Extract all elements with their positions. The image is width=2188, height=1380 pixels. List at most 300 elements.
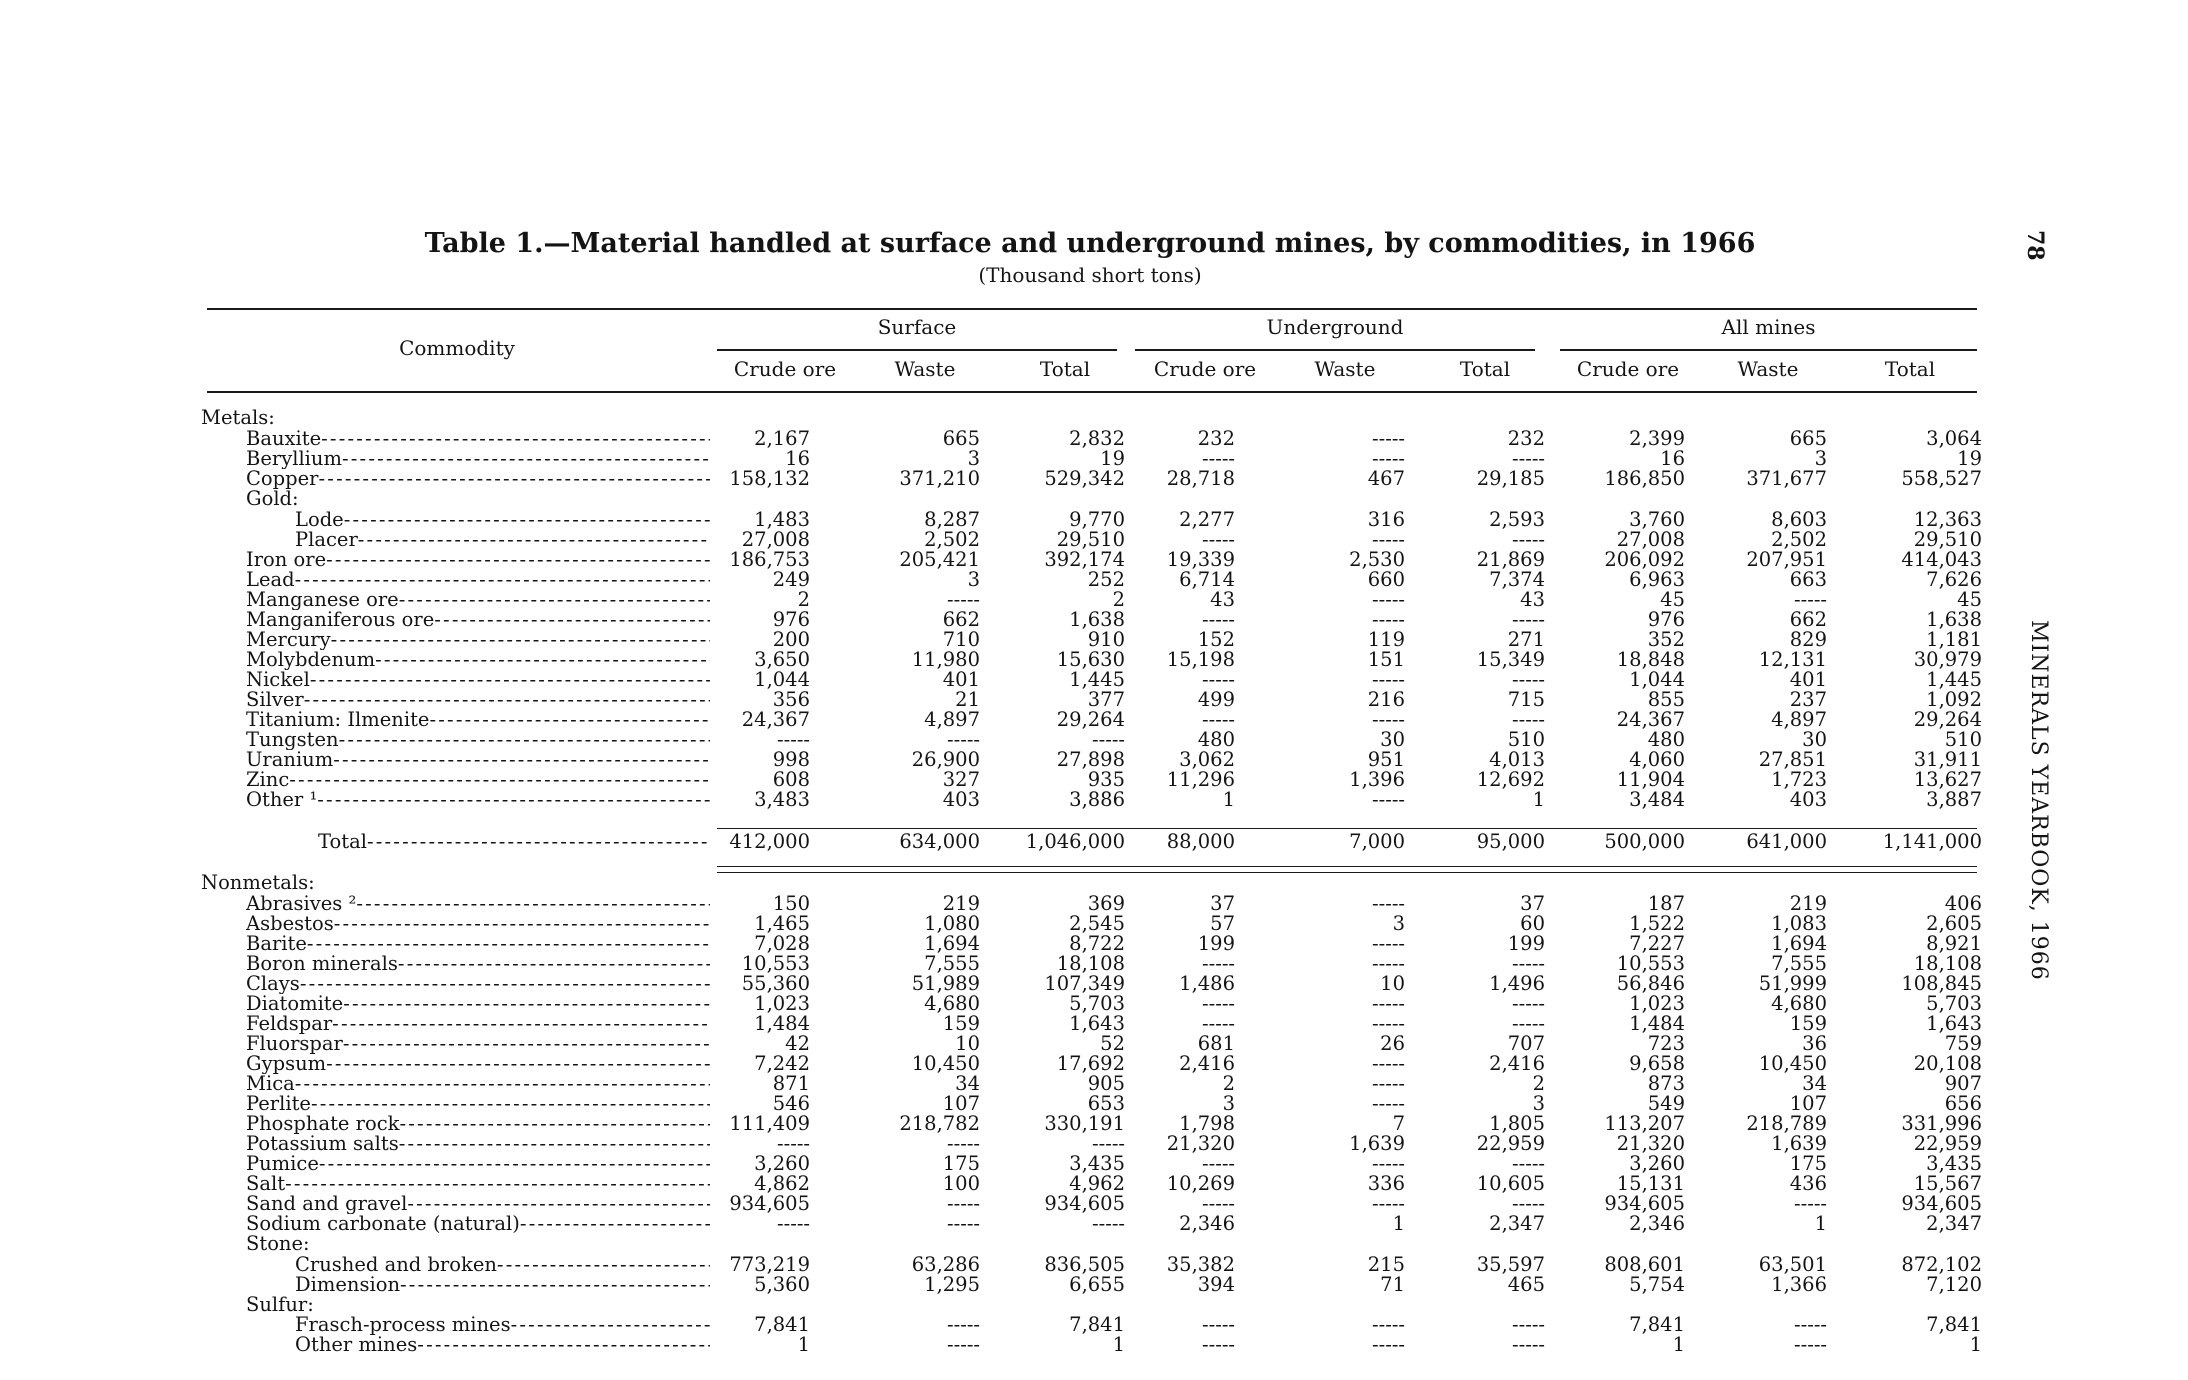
value-cell: 855 xyxy=(1647,688,1685,711)
value-cell: 252 xyxy=(1087,568,1125,591)
commodity-label: Lode - - - xyxy=(295,510,710,530)
value-cell: 976 xyxy=(1647,608,1685,631)
total-double-rule-2 xyxy=(717,872,1977,873)
value-cell: 369 xyxy=(1087,892,1125,915)
value-cell: 934,605 xyxy=(1044,1192,1125,1215)
value-cell: 158,132 xyxy=(729,467,810,490)
value-cell: ----- xyxy=(1794,1192,1827,1215)
value-cell: 665 xyxy=(1789,427,1827,450)
value-cell: ----- xyxy=(1372,1192,1405,1215)
value-cell: 2 xyxy=(1532,1072,1545,1095)
commodity-label: Gold: xyxy=(246,489,299,509)
value-cell: ----- xyxy=(1092,1132,1125,1155)
page-number: 78 xyxy=(2022,230,2048,261)
commodity-label: Crushed and broken - - - xyxy=(295,1255,710,1275)
commodity-label: Dimension - - - xyxy=(295,1275,710,1295)
value-cell: 37 xyxy=(1520,892,1545,915)
value-cell: ----- xyxy=(1202,1152,1235,1175)
value-cell: 56,846 xyxy=(1616,972,1685,995)
value-cell: 660 xyxy=(1367,568,1405,591)
value-cell: 29,510 xyxy=(1913,528,1982,551)
value-cell: 1,083 xyxy=(1771,912,1827,935)
value-cell: 1 xyxy=(797,1333,810,1356)
value-cell: ----- xyxy=(947,1212,980,1235)
value-cell: 19 xyxy=(1100,447,1125,470)
value-cell: 31,911 xyxy=(1913,748,1982,771)
value-cell: 759 xyxy=(1944,1032,1982,1055)
value-cell: 15,567 xyxy=(1913,1172,1982,1195)
column-header: Total xyxy=(1459,357,1511,381)
value-cell: ----- xyxy=(1512,1152,1545,1175)
value-cell: 1,366 xyxy=(1771,1273,1827,1296)
value-cell: ----- xyxy=(1092,728,1125,751)
surface-group-rule xyxy=(717,349,1117,351)
value-cell: 63,286 xyxy=(911,1253,980,1276)
underground-group-rule xyxy=(1135,349,1535,351)
value-cell: 2,605 xyxy=(1926,912,1982,935)
commodity-label: Other mines - - - xyxy=(295,1335,710,1355)
value-cell: 976 xyxy=(772,608,810,631)
value-cell: 18,108 xyxy=(1913,952,1982,975)
value-cell: ----- xyxy=(1372,1052,1405,1075)
value-cell: 7,841 xyxy=(754,1313,810,1336)
group-header-surface: Surface xyxy=(877,315,957,339)
value-cell: 45 xyxy=(1660,588,1685,611)
value-cell: 11,296 xyxy=(1166,768,1235,791)
value-cell: 18,108 xyxy=(1056,952,1125,975)
value-cell: ----- xyxy=(1512,1313,1545,1336)
value-cell: ----- xyxy=(1794,1313,1827,1336)
value-cell: 7,555 xyxy=(1771,952,1827,975)
value-cell: 7,028 xyxy=(754,932,810,955)
commodity-label: Nonmetals: xyxy=(201,873,315,893)
value-cell: 2 xyxy=(797,588,810,611)
value-cell: 9,770 xyxy=(1069,508,1125,531)
value-cell: 159 xyxy=(942,1012,980,1035)
value-cell: 1,522 xyxy=(1629,912,1685,935)
value-cell: 4,897 xyxy=(924,708,980,731)
value-cell: 219 xyxy=(942,892,980,915)
value-cell: 1,295 xyxy=(924,1273,980,1296)
commodity-label: Iron ore - - - xyxy=(246,550,710,570)
value-cell: 20,108 xyxy=(1913,1052,1982,1075)
value-cell: ----- xyxy=(1512,447,1545,470)
value-cell: 10,450 xyxy=(911,1052,980,1075)
value-cell: 19 xyxy=(1957,447,1982,470)
value-cell: 7,841 xyxy=(1926,1313,1982,1336)
value-cell: 392,174 xyxy=(1044,548,1125,571)
value-cell: ----- xyxy=(1512,1333,1545,1356)
value-cell: ----- xyxy=(1372,788,1405,811)
commodity-label: Sand and gravel - - - xyxy=(246,1194,710,1214)
value-cell: 1 xyxy=(1672,1333,1685,1356)
value-cell: 403 xyxy=(942,788,980,811)
value-cell: 11,904 xyxy=(1616,768,1685,791)
value-cell: 12,692 xyxy=(1476,768,1545,791)
value-cell: 199 xyxy=(1507,932,1545,955)
value-cell: 773,219 xyxy=(729,1253,810,1276)
value-cell: 12,363 xyxy=(1913,508,1982,531)
value-cell: 35,382 xyxy=(1166,1253,1235,1276)
value-cell: 1,486 xyxy=(1179,972,1235,995)
value-cell: 1,643 xyxy=(1069,1012,1125,1035)
value-cell: ----- xyxy=(777,1212,810,1235)
value-cell: 356 xyxy=(772,688,810,711)
value-cell: 465 xyxy=(1507,1273,1545,1296)
value-cell: 5,360 xyxy=(754,1273,810,1296)
commodity-label: Boron minerals - - - xyxy=(246,954,710,974)
value-cell: 24,367 xyxy=(1616,708,1685,731)
value-cell: 26 xyxy=(1380,1032,1405,1055)
value-cell: 22,959 xyxy=(1913,1132,1982,1155)
value-cell: 1,496 xyxy=(1489,972,1545,995)
value-cell: 42 xyxy=(785,1032,810,1055)
value-cell: 412,000 xyxy=(729,830,810,853)
value-cell: 1,445 xyxy=(1069,668,1125,691)
value-cell: 406 xyxy=(1944,892,1982,915)
value-cell: 1,445 xyxy=(1926,668,1982,691)
value-cell: 2,416 xyxy=(1179,1052,1235,1075)
value-cell: 656 xyxy=(1944,1092,1982,1115)
value-cell: ----- xyxy=(1372,1092,1405,1115)
value-cell: 107 xyxy=(1789,1092,1827,1115)
value-cell: 27,898 xyxy=(1056,748,1125,771)
table-subtitle: (Thousand short tons) xyxy=(978,263,1202,287)
value-cell: 7,841 xyxy=(1069,1313,1125,1336)
value-cell: 35,597 xyxy=(1476,1253,1545,1276)
value-cell: 57 xyxy=(1210,912,1235,935)
value-cell: 113,207 xyxy=(1604,1112,1685,1135)
value-cell: 2,502 xyxy=(1771,528,1827,551)
commodity-label: Total - - - xyxy=(318,832,710,852)
commodity-label: Mercury - - - xyxy=(246,630,710,650)
value-cell: 18,848 xyxy=(1616,648,1685,671)
commodity-label: Barite - - - xyxy=(246,934,710,954)
value-cell: 3,435 xyxy=(1069,1152,1125,1175)
value-cell: 529,342 xyxy=(1044,467,1125,490)
commodity-label: Titanium: Ilmenite - - - xyxy=(246,710,710,730)
value-cell: 665 xyxy=(942,427,980,450)
value-cell: 500,000 xyxy=(1604,830,1685,853)
value-cell: 186,753 xyxy=(729,548,810,571)
value-cell: 641,000 xyxy=(1746,830,1827,853)
commodity-label: Placer - - - xyxy=(295,530,710,550)
value-cell: ----- xyxy=(1512,1012,1545,1035)
value-cell: 10,553 xyxy=(1616,952,1685,975)
commodity-label: Bauxite - - - xyxy=(246,429,710,449)
value-cell: 107 xyxy=(942,1092,980,1115)
value-cell: 934,605 xyxy=(1901,1192,1982,1215)
value-cell: ----- xyxy=(1372,708,1405,731)
value-cell: 237 xyxy=(1789,688,1827,711)
value-cell: 1,141,000 xyxy=(1882,830,1982,853)
value-cell: 24,367 xyxy=(741,708,810,731)
commodity-label: Mica - - - xyxy=(246,1074,710,1094)
value-cell: 546 xyxy=(772,1092,810,1115)
value-cell: 7,120 xyxy=(1926,1273,1982,1296)
value-cell: 653 xyxy=(1087,1092,1125,1115)
value-cell: 1 xyxy=(1969,1333,1982,1356)
value-cell: 316 xyxy=(1367,508,1405,531)
commodity-label: Asbestos - - - xyxy=(246,914,710,934)
value-cell: 3,064 xyxy=(1926,427,1982,450)
value-cell: 7,841 xyxy=(1629,1313,1685,1336)
total-double-rule-1 xyxy=(717,866,1977,867)
value-cell: ----- xyxy=(1372,588,1405,611)
commodity-label: Sodium carbonate (natural) - - - xyxy=(246,1214,710,1234)
value-cell: 3 xyxy=(1814,447,1827,470)
header-bottom-rule xyxy=(207,391,1977,393)
value-cell: 3,760 xyxy=(1629,508,1685,531)
value-cell: 1,465 xyxy=(754,912,810,935)
value-cell: ----- xyxy=(1202,608,1235,631)
commodity-label: Feldspar - - - xyxy=(246,1014,710,1034)
value-cell: 37 xyxy=(1210,892,1235,915)
value-cell: 2,593 xyxy=(1489,508,1545,531)
value-cell: 21 xyxy=(955,688,980,711)
column-header: Crude ore xyxy=(1153,357,1257,381)
value-cell: 871 xyxy=(772,1072,810,1095)
value-cell: 199 xyxy=(1197,932,1235,955)
value-cell: 2,347 xyxy=(1489,1212,1545,1235)
value-cell: 43 xyxy=(1210,588,1235,611)
value-cell: ----- xyxy=(777,1132,810,1155)
value-cell: 1 xyxy=(1392,1212,1405,1235)
value-cell: 7,626 xyxy=(1926,568,1982,591)
value-cell: 3,886 xyxy=(1069,788,1125,811)
commodity-label: Manganese ore - - - xyxy=(246,590,710,610)
value-cell: ----- xyxy=(947,1333,980,1356)
value-cell: 4,962 xyxy=(1069,1172,1125,1195)
commodity-label: Gypsum - - - xyxy=(246,1054,710,1074)
value-cell: 1,483 xyxy=(754,508,810,531)
value-cell: 1,643 xyxy=(1926,1012,1982,1035)
value-cell: 7,227 xyxy=(1629,932,1685,955)
value-cell: 43 xyxy=(1520,588,1545,611)
commodity-label: Beryllium - - - xyxy=(246,449,710,469)
value-cell: 371,210 xyxy=(899,467,980,490)
value-cell: 11,980 xyxy=(911,648,980,671)
value-cell: 558,527 xyxy=(1901,467,1982,490)
commodity-label: Zinc - - - xyxy=(246,770,710,790)
value-cell: 7,374 xyxy=(1489,568,1545,591)
value-cell: 663 xyxy=(1789,568,1827,591)
value-cell: 30,979 xyxy=(1913,648,1982,671)
commodity-label: Frasch-process mines - - - xyxy=(295,1315,710,1335)
value-cell: 1 xyxy=(1112,1333,1125,1356)
value-cell: 873 xyxy=(1647,1072,1685,1095)
value-cell: ----- xyxy=(1202,992,1235,1015)
column-header: Crude ore xyxy=(733,357,837,381)
value-cell: 3,260 xyxy=(754,1152,810,1175)
value-cell: 8,603 xyxy=(1771,508,1827,531)
value-cell: ----- xyxy=(1202,952,1235,975)
value-cell: 63,501 xyxy=(1758,1253,1827,1276)
value-cell: ----- xyxy=(1372,892,1405,915)
value-cell: ----- xyxy=(1092,1212,1125,1235)
value-cell: 1,694 xyxy=(1771,932,1827,955)
value-cell: 10,605 xyxy=(1476,1172,1545,1195)
value-cell: 200 xyxy=(772,628,810,651)
value-cell: ----- xyxy=(1512,608,1545,631)
value-cell: 710 xyxy=(942,628,980,651)
value-cell: 715 xyxy=(1507,688,1545,711)
value-cell: 4,060 xyxy=(1629,748,1685,771)
value-cell: 1,181 xyxy=(1926,628,1982,651)
value-cell: 331,996 xyxy=(1901,1112,1982,1135)
value-cell: ----- xyxy=(1512,668,1545,691)
value-cell: 34 xyxy=(955,1072,980,1095)
column-header: Waste xyxy=(1314,357,1376,381)
value-cell: 152 xyxy=(1197,628,1235,651)
value-cell: 1,092 xyxy=(1926,688,1982,711)
value-cell: 45 xyxy=(1957,588,1982,611)
value-cell: 1,044 xyxy=(1629,668,1685,691)
commodity-label: Clays - - - xyxy=(246,974,710,994)
value-cell: 16 xyxy=(785,447,810,470)
value-cell: 662 xyxy=(1789,608,1827,631)
value-cell: 8,287 xyxy=(924,508,980,531)
value-cell: 111,409 xyxy=(729,1112,810,1135)
commodity-label: Potassium salts - - - xyxy=(246,1134,710,1154)
value-cell: 12,131 xyxy=(1758,648,1827,671)
value-cell: 29,185 xyxy=(1476,467,1545,490)
value-cell: 608 xyxy=(772,768,810,791)
value-cell: ----- xyxy=(947,1192,980,1215)
value-cell: 414,043 xyxy=(1901,548,1982,571)
value-cell: 403 xyxy=(1789,788,1827,811)
value-cell: ----- xyxy=(1794,1333,1827,1356)
value-cell: 27,008 xyxy=(741,528,810,551)
value-cell: 998 xyxy=(772,748,810,771)
value-cell: 3,650 xyxy=(754,648,810,671)
commodity-label: Salt - - - xyxy=(246,1174,710,1194)
group-header-underground: Underground xyxy=(1266,315,1404,339)
value-cell: 1,798 xyxy=(1179,1112,1235,1135)
value-cell: 2,416 xyxy=(1489,1052,1545,1075)
value-cell: ----- xyxy=(1372,1313,1405,1336)
value-cell: 3,435 xyxy=(1926,1152,1982,1175)
value-cell: 15,630 xyxy=(1056,648,1125,671)
value-cell: 2,346 xyxy=(1179,1212,1235,1235)
value-cell: 2,530 xyxy=(1349,548,1405,571)
value-cell: 26,900 xyxy=(911,748,980,771)
value-cell: 6,714 xyxy=(1179,568,1235,591)
value-cell: 15,349 xyxy=(1476,648,1545,671)
value-cell: 151 xyxy=(1367,648,1405,671)
commodity-label: Lead - - - xyxy=(246,570,710,590)
value-cell: 3,484 xyxy=(1629,788,1685,811)
value-cell: ----- xyxy=(1372,992,1405,1015)
value-cell: 2,277 xyxy=(1179,508,1235,531)
value-cell: 829 xyxy=(1789,628,1827,651)
value-cell: ----- xyxy=(1794,588,1827,611)
value-cell: 2,399 xyxy=(1629,427,1685,450)
value-cell: 175 xyxy=(1789,1152,1827,1175)
value-cell: 1,723 xyxy=(1771,768,1827,791)
value-cell: ----- xyxy=(1202,668,1235,691)
value-cell: 55,360 xyxy=(741,972,810,995)
value-cell: 2,502 xyxy=(924,528,980,551)
value-cell: 206,092 xyxy=(1604,548,1685,571)
value-cell: 159 xyxy=(1789,1012,1827,1035)
value-cell: 510 xyxy=(1507,728,1545,751)
commodity-label: Other ¹ - - - xyxy=(246,790,710,810)
value-cell: 19,339 xyxy=(1166,548,1235,571)
value-cell: ----- xyxy=(1372,528,1405,551)
value-cell: 218,782 xyxy=(899,1112,980,1135)
value-cell: 5,754 xyxy=(1629,1273,1685,1296)
value-cell: 51,999 xyxy=(1758,972,1827,995)
value-cell: 10,450 xyxy=(1758,1052,1827,1075)
value-cell: 3 xyxy=(967,447,980,470)
value-cell: 4,862 xyxy=(754,1172,810,1195)
value-cell: 150 xyxy=(772,892,810,915)
value-cell: 1,484 xyxy=(754,1012,810,1035)
value-cell: ----- xyxy=(947,1132,980,1155)
value-cell: 10 xyxy=(955,1032,980,1055)
value-cell: ----- xyxy=(1202,1012,1235,1035)
value-cell: 9,658 xyxy=(1629,1052,1685,1075)
group-header-all-mines: All mines xyxy=(1721,315,1816,339)
value-cell: ----- xyxy=(1372,608,1405,631)
value-cell: 207,951 xyxy=(1746,548,1827,571)
value-cell: 16 xyxy=(1660,447,1685,470)
value-cell: 100 xyxy=(942,1172,980,1195)
commodity-label: Stone: xyxy=(246,1234,310,1254)
value-cell: 30 xyxy=(1380,728,1405,751)
value-cell: 21,320 xyxy=(1616,1132,1685,1155)
value-cell: 215 xyxy=(1367,1253,1405,1276)
value-cell: 2,347 xyxy=(1926,1212,1982,1235)
value-cell: ----- xyxy=(1202,1192,1235,1215)
value-cell: 401 xyxy=(1789,668,1827,691)
value-cell: ----- xyxy=(1372,1072,1405,1095)
value-cell: 71 xyxy=(1380,1273,1405,1296)
value-cell: 3 xyxy=(967,568,980,591)
all-mines-group-rule xyxy=(1560,349,1977,351)
value-cell: 27,851 xyxy=(1758,748,1827,771)
value-cell: 22,959 xyxy=(1476,1132,1545,1155)
value-cell: 5,703 xyxy=(1926,992,1982,1015)
value-cell: 935 xyxy=(1087,768,1125,791)
value-cell: 907 xyxy=(1944,1072,1982,1095)
commodity-label: Diatomite - - - xyxy=(246,994,710,1014)
commodity-label: Nickel - - - xyxy=(246,670,710,690)
commodity-label: Phosphate rock - - - xyxy=(246,1114,710,1134)
top-rule xyxy=(207,308,1977,310)
value-cell: 249 xyxy=(772,568,810,591)
value-cell: 934,605 xyxy=(1604,1192,1685,1215)
value-cell: 905 xyxy=(1087,1072,1125,1095)
value-cell: ----- xyxy=(947,1313,980,1336)
value-cell: 108,845 xyxy=(1901,972,1982,995)
value-cell: 175 xyxy=(942,1152,980,1175)
value-cell: 28,718 xyxy=(1166,467,1235,490)
commodity-header: Commodity xyxy=(399,336,515,360)
value-cell: 510 xyxy=(1944,728,1982,751)
value-cell: 88,000 xyxy=(1166,830,1235,853)
value-cell: 1 xyxy=(1814,1212,1827,1235)
table-title: Table 1.—Material handled at surface and underground mines, by commodities, in 1966 xyxy=(424,228,1756,259)
value-cell: 219 xyxy=(1789,892,1827,915)
value-cell: 13,627 xyxy=(1913,768,1982,791)
value-cell: 186,850 xyxy=(1604,467,1685,490)
value-cell: 4,680 xyxy=(1771,992,1827,1015)
value-cell: 377 xyxy=(1087,688,1125,711)
value-cell: 8,921 xyxy=(1926,932,1982,955)
value-cell: 2,545 xyxy=(1069,912,1125,935)
